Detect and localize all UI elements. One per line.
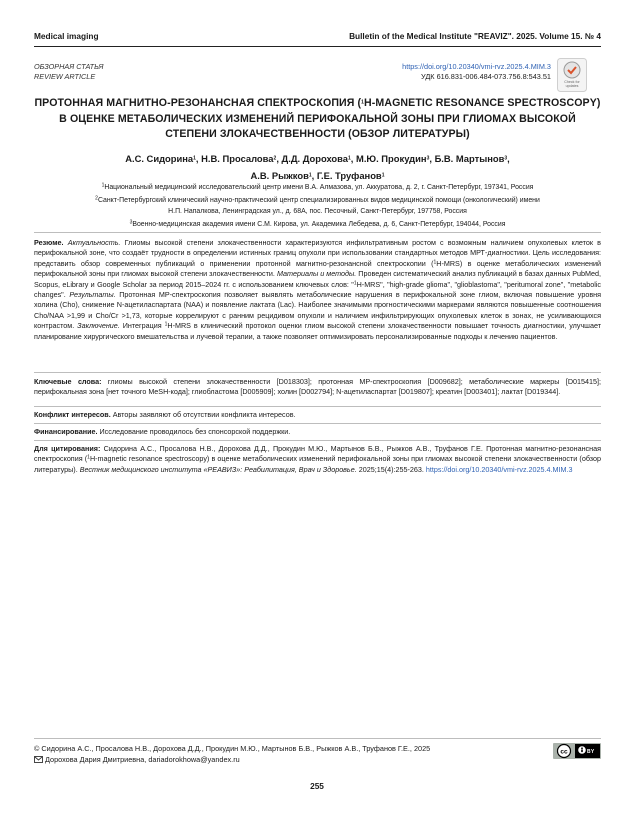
running-header-right: Bulletin of the Medical Institute "REAVIZ". 2025. Volume 15. № 4 (349, 31, 601, 41)
affiliation-3: $^3$Военно-медицинская академия имени С.М. Кирова, ул. Академика Лебедева, д. 6, Санкт-Петербург, 194044, Россия (129, 219, 506, 229)
article-title: ПРОТОННАЯ МАГНИТНО-РЕЗОНАНСНАЯ СПЕКТРОСКОПИЯ ($^1$H-MAGNETIC RESONANCE SPECTROSCOPY) В ОЦЕНКЕ МЕТАБОЛИЧЕСКИХ ИЗМЕНЕНИЙ ПЕРИФОКАЛЬНОЙ ЗОНЫ ПРИ ГЛИОМАХ ВЫСОКОЙ СТЕПЕНИ ЗЛОКАЧЕСТВЕННОСТИ (ОБЗОР ЛИТЕРАТУРЫ) (34, 97, 601, 140)
author-name: Д.Д. Дорохова (281, 153, 349, 164)
divider (34, 232, 601, 233)
funding: Финансирование. Исследование проводилось без спонсорской поддержки. (34, 427, 291, 436)
conflict-of-interest: Конфликт интересов. Авторы заявляют об отсутствии конфликта интересов. (34, 410, 296, 419)
article-identifiers (402, 62, 551, 82)
doi-link[interactable]: https://doi.org/10.20340/vmi-rvz.2025.4.MIM.3 (402, 62, 551, 71)
divider (34, 423, 601, 424)
check-for-updates-badge[interactable] (557, 58, 587, 92)
keywords: Ключевые слова: глиомы высокой степени злокачественности [D018303]; протонная МР-спектроскопия [D009682]; метаболические маркеры [D015415]; перифокальная зона [нет точного MeSH-кода]; глиобластома [D005909]; холин [D002794]; N-ацетиласпартат [D019807]; креатин [D003401]; лактат [D019344]. (34, 377, 601, 397)
article-type (34, 62, 104, 82)
cc-license-label: BY (587, 749, 595, 755)
page-number: 255 (310, 781, 324, 791)
author-name: А.С. Сидорина (125, 153, 194, 164)
divider (34, 372, 601, 373)
author-name: Г.Е. Труфанов (316, 170, 382, 181)
header-divider (34, 46, 601, 47)
author-list: А.С. Сидорина$^1$, Н.В. Просалова$^2$, Д.Д. Дорохова$^1$, М.Ю. Прокудин$^3$, Б.В. Мартынов$^3$, А.В. Рыжков$^1$, Г.Е. Труфанов$^1$ (125, 153, 510, 181)
author-affiliation-marker: 2 (273, 155, 277, 162)
author-name: Н.В. Просалова (201, 153, 274, 164)
author-affiliation-marker: 1 (308, 172, 312, 179)
article-type-en: REVIEW ARTICLE (34, 72, 96, 81)
abstract: Резюме. Актуальность. Глиомы высокой степени злокачественности характеризуются инфильтративным ростом с возможным наличием опухолевых клеток в перифокальной зоне, что создаёт трудности в определении истинных границ опухоли при использовании стандартных методов МРТ-диагностики. Цель исследования: представить обзор современных публикаций о применении протонной магнитно-резонансной спектроскопии ($^1$H-MRS) в оценке метаболических изменений перифокальной зоны при глиомах высокой степени злокачественности. Материалы и методы. Проведен систематический анализ публикаций в базах данных PubMed, Scopus, eLibrary и Google Scholar за период 2015–2024 гг. с использованием ключевых слов: "$^1$H-MRS", "high-grade glioma", "glioblastoma", "peritumoral zone", "metabolic changes". Результаты. Протонная МР-спектроскопия позволяет выявлять метаболические нарушения в перифокальной зоне глиом, включая повышение уровня холина (Cho), снижение N-ацетиласпартата (NAA) и появление лактата (Lac). Наиболее значимыми прогностическими маркерами являются повышенные соотношения Cho/NAA >1,99 и Cho/Cr >1,73, которые коррелируют с ранним рецидивом опухоли и наличием инфильтрирующих опухолевых клеток в зонах, не усиливающихся контрастом. Заключение. Интеграция $^1$H-MRS в клинический протокол оценки глиом высокой степени злокачественности повышает точность диагностики, улучшает планирование хирургического вмешательства и лучевой терапии, а также позволяет оптимизировать персонализированные подходы к лечению пациентов. (34, 238, 601, 341)
divider (34, 440, 601, 441)
affiliations (34, 183, 601, 234)
mail-icon (34, 756, 43, 763)
divider (34, 406, 601, 407)
running-header-left: Medical imaging (34, 31, 99, 41)
author-name: М.Ю. Прокудин (356, 153, 427, 164)
article-type-ru: ОБЗОРНАЯ СТАТЬЯ (34, 62, 104, 71)
author-affiliation-marker: 1 (348, 155, 351, 162)
footer (34, 744, 430, 765)
contact-line (34, 755, 430, 766)
author-name: Б.В. Мартынов (434, 153, 505, 164)
author-affiliation-marker: 3 (426, 155, 430, 162)
author-name: А.В. Рыжков (250, 170, 309, 181)
footer-divider (34, 738, 601, 739)
author-affiliation-marker: 1 (381, 172, 385, 179)
check-for-updates-label: Check for updates (564, 80, 580, 88)
contact-text[interactable]: Дорохова Дария Дмитриевна, dariadorokhowa@yandex.ru (45, 754, 240, 764)
udk-code: УДК 616.831-006.484-073.756.8:543.51 (421, 72, 551, 81)
affiliation-1: $^1$Национальный медицинский исследовательский центр имени В.А. Алмазова, ул. Аккуратова, д. 2, г. Санкт-Петербург, 197341, Россия (101, 182, 534, 191)
citation: Для цитирования: Сидорина А.С., Просалова Н.В., Дорохова Д.Д., Прокудин М.Ю., Мартынов Б.В., Рыжков А.В., Труфанов Г.Е. Протонная магнитно-резонансная спектроскопия ($^1$H-magnetic resonance spectroscopy) в оценке метаболических изменений перифокальной зоны при глиомах высокой степени злокачественности (обзор литературы). Вестник медицинского института «РЕАВИЗ»: Реабилитация, Врач и Здоровье. 2025;15(4):255-263. https://doi.org/10.20340/vmi-rvz.2025.4.MIM.3 (34, 444, 601, 474)
copyright-line: © Сидорина А.С., Просалова Н.В., Дорохова Д.Д., Прокудин М.Ю., Мартынов Б.В., Рыжков А.В., Труфанов Г.Е., 2025 (34, 744, 431, 753)
svg-text:cc: cc (560, 748, 568, 756)
author-affiliation-marker: 1 (193, 155, 196, 162)
citation-doi-link[interactable]: https://doi.org/10.20340/vmi-rvz.2025.4.MIM.3 (425, 464, 573, 474)
affiliation-2: $^2$Санкт-Петербургский клинический научно-практический центр специализированных видов медицинской помощи (онкологический) имени Н.П. Напалкова, Ленинградская ул., д. 68А, пос. Песочный, Санкт-Петербург, 197758, Россия (95, 195, 540, 215)
cc-license-badge[interactable] (553, 743, 601, 759)
author-affiliation-marker: 3 (504, 155, 508, 162)
